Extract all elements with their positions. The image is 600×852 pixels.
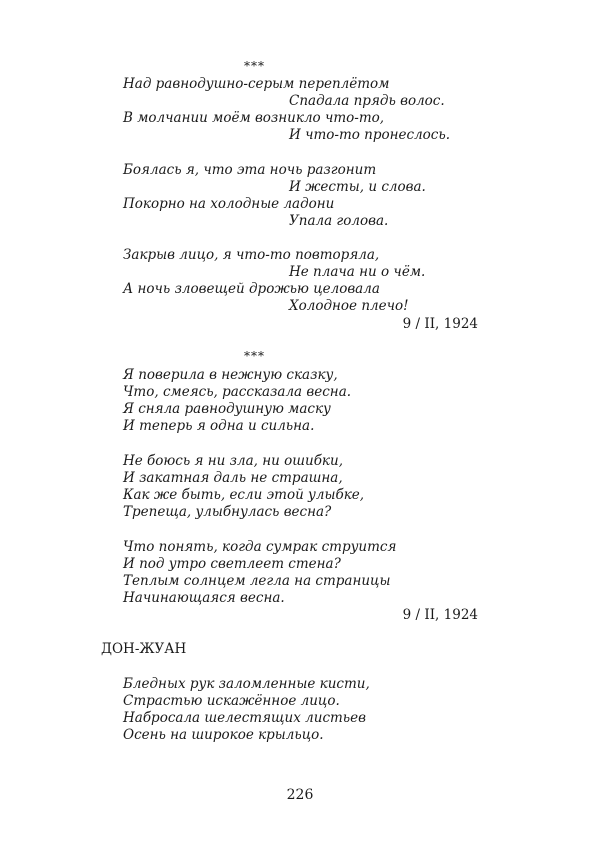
poem-line: Не плача ни о чём.: [289, 264, 426, 280]
poem-line: Что, смеясь, рассказала весна.: [123, 384, 352, 400]
poem-line: Страстью искажённое лицо.: [123, 693, 340, 709]
poem-line: И теперь я одна и сильна.: [123, 418, 315, 434]
section-separator: ***: [244, 59, 265, 73]
poem-line: Закрыв лицо, я что-то повторяла,: [123, 247, 380, 263]
page-number: 226: [286, 787, 314, 803]
poem-line: Начинающаяся весна.: [123, 590, 285, 606]
poem-line: А ночь зловещей дрожью целовала: [123, 281, 380, 297]
poem-line: И под утро светлеет стена?: [123, 556, 341, 572]
poem-line: Бледных рук заломленные кисти,: [123, 676, 370, 692]
poem-line: В молчании моём возникло что-то,: [123, 110, 385, 126]
poem-line: Как же быть, если этой улыбке,: [123, 487, 365, 503]
poem-date: 9 / II, 1924: [402, 607, 478, 623]
poem-line: Теплым солнцем легла на страницы: [123, 573, 391, 589]
poem-line: Упала голова.: [289, 213, 389, 229]
poem-line: Набросала шелестящих листьев: [123, 710, 366, 726]
poem-line: Спадала прядь волос.: [289, 93, 445, 109]
poem-line: Я поверила в нежную сказку,: [123, 367, 338, 383]
poem-line: И жесты, и слова.: [289, 179, 426, 195]
poem-line: Осень на широкое крыльцо.: [123, 727, 324, 743]
poem-line: Покорно на холодные ладони: [123, 196, 335, 212]
poem-line: Я сняла равнодушную маску: [123, 401, 331, 417]
poem-line: Над равнодушно-серым переплётом: [123, 76, 390, 92]
section-separator: ***: [244, 349, 265, 363]
poem-line: Трепеща, улыбнулась весна?: [123, 504, 332, 520]
poem-line: И что-то пронеслось.: [289, 127, 451, 143]
poem-line: Боялась я, что эта ночь разгонит: [123, 162, 377, 178]
poem-date: 9 / II, 1924: [402, 316, 478, 332]
poem-line: Холодное плечо!: [289, 298, 409, 314]
poem-line: Что понять, когда сумрак струится: [123, 539, 397, 555]
poem-title: ДОН-ЖУАН: [101, 641, 187, 657]
poem-line: И закатная даль не страшна,: [123, 470, 343, 486]
poem-line: Не боюсь я ни зла, ни ошибки,: [123, 453, 343, 469]
